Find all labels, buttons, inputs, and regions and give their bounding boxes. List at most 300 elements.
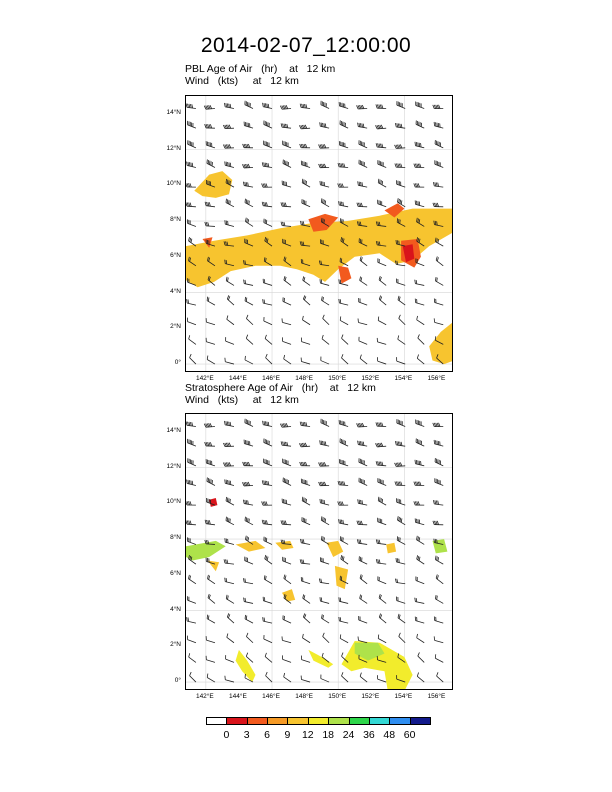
x-tick-label: 146°E [262,693,280,700]
y-tick-label: 0° [174,359,181,367]
wind-barb [320,181,329,187]
wind-barb [187,617,196,623]
colorbar-swatch [287,717,308,725]
wind-barb [190,354,196,364]
wind-barb [397,536,405,544]
x-tick-label: 154°E [394,693,413,700]
wind-barb [375,443,386,447]
wind-barb [245,557,253,564]
wind-barb [415,200,424,206]
wind-barb [339,141,348,148]
wind-barb [321,101,329,109]
wind-barb [437,672,444,682]
wind-barb [359,556,367,564]
wind-barb [414,183,424,187]
wind-barb [186,104,196,109]
wind-barb [283,459,291,466]
wind-barb [338,183,348,187]
wind-barb [244,598,253,604]
wind-barb [188,439,196,446]
wind-barb [378,576,386,583]
wind-barb [227,613,234,623]
wind-barb [414,482,424,486]
wind-barb [358,319,367,325]
wind-barb [321,198,329,206]
x-tick-label: 152°E [361,693,380,700]
wind-barb [264,141,272,148]
wind-barb [301,358,310,365]
wind-barb [283,557,291,564]
wind-barb [320,440,329,446]
wind-barb [379,614,386,624]
wind-barb [433,105,443,109]
wind-barb [321,614,329,623]
wind-barb [284,276,291,285]
wind-barb [435,140,443,148]
wind-barb [417,673,424,683]
wind-barb [360,277,367,286]
wind-barb [415,518,424,524]
wind-barb [282,499,291,505]
map-svg [186,96,453,372]
wind-barb [417,555,425,564]
wind-barb [379,276,386,285]
colorbar-swatch [308,717,329,725]
wind-barb [360,595,367,604]
y-tick-label: 12°N [166,144,181,152]
wind-barb [395,441,405,446]
wind-barb [207,674,215,683]
wind-barb [358,181,367,187]
wind-barb [303,295,310,305]
y-tick-label: 0° [174,677,181,685]
y-tick-label: 6°N [170,251,181,259]
wind-barb [359,478,367,486]
wind-barb [434,617,443,624]
y-tick-label: 12°N [166,462,181,470]
wind-barb [417,634,425,643]
wind-barb [227,633,234,642]
colorbar-swatch [410,717,431,725]
panel2-subtitle: Wind (kts) at 12 km [185,394,299,406]
colorbar-swatch [267,717,288,725]
wind-barb [243,500,253,505]
wind-barb [187,537,195,544]
wind-barb [190,672,196,682]
wind-barb [226,497,234,505]
wind-barb [187,480,196,486]
age-of-air-region-12hr [282,589,295,602]
wind-barb [360,574,367,583]
wind-barb [378,200,387,207]
wind-barb [339,420,348,426]
x-tick-label: 146°E [262,375,280,382]
wind-barb [360,673,367,682]
wind-barb [340,634,348,642]
wind-barb [435,478,443,485]
wind-barb [378,478,386,485]
wind-barb [319,462,330,466]
wind-barb [339,519,349,525]
wind-barb [319,482,329,486]
wind-barb [357,105,368,109]
wind-barb [416,101,425,108]
wind-barb [243,462,253,466]
wind-barb [283,615,291,623]
wind-barb [299,125,310,129]
wind-barb [300,422,310,427]
wind-barb [321,357,329,364]
wind-barb [205,202,215,207]
wind-barb [340,438,348,446]
wind-barb [435,277,443,285]
wind-barb [301,479,310,486]
colorbar-swatch [226,717,247,725]
wind-barb [284,673,291,682]
wind-barb [282,181,291,187]
wind-barb [395,144,406,148]
wind-barb [265,653,272,663]
map-svg [186,414,453,690]
wind-barb [226,595,234,604]
wind-barb [245,101,253,109]
wind-barb [245,419,253,427]
wind-barb [266,354,272,364]
wind-barb [339,299,348,305]
wind-barb [264,219,272,227]
wind-barb [341,555,348,564]
wind-barb [245,297,253,305]
x-tick-label: 156°E [427,693,446,700]
wind-barb [320,499,329,505]
wind-barb [242,482,253,486]
wind-barb [281,222,291,227]
wind-barb [301,577,310,584]
wind-barb [208,594,215,603]
colorbar-swatch [349,717,370,725]
wind-barb [378,357,387,364]
wind-barb [376,143,386,148]
wind-barb [281,123,291,128]
wind-barb [395,481,405,485]
colorbar-label: 18 [322,729,335,741]
wind-barb [338,481,348,485]
x-tick-label: 156°E [427,375,446,382]
wind-barb [282,318,291,324]
wind-barb [320,122,329,128]
wind-barb [415,598,424,604]
wind-barb [340,316,348,324]
y-tick-label: 8°N [170,534,181,542]
wind-barb [189,335,196,344]
y-tick-label: 4°N [170,287,181,295]
wind-barb [416,258,424,265]
wind-barb [433,203,443,207]
wind-barb [360,256,367,265]
wind-barb [245,218,253,227]
colorbar-label: 60 [403,729,416,741]
wind-barb [434,299,443,306]
colorbar-swatch [206,717,227,725]
wind-barb [262,162,272,167]
wind-barb [300,462,310,466]
wind-barb [205,124,215,128]
wind-barb [339,459,348,466]
wind-barb [376,422,386,426]
wind-barb [263,103,272,109]
y-tick-label: 10°N [166,498,181,506]
wind-barb [397,357,406,364]
wind-barb [188,458,196,466]
wind-barb [280,423,291,427]
y-tick-label: 2°N [170,323,181,331]
wind-barb [434,440,443,446]
wind-barb [206,318,215,325]
x-tick-label: 148°E [295,375,313,382]
wind-barb [283,160,291,168]
wind-barb [359,140,367,148]
x-tick-label: 152°E [361,375,380,382]
wind-barb [223,443,234,447]
wind-barb [283,655,292,662]
wind-barb [321,419,329,427]
wind-barb [396,558,405,564]
wind-barb [263,299,272,305]
wind-barb [188,140,196,148]
wind-barb [417,355,424,365]
wind-barb [357,203,367,207]
colorbar-swatch [389,717,410,725]
wind-barb [357,539,367,544]
wind-barb [242,164,253,168]
colorbar [206,717,430,725]
wind-barb [360,355,367,364]
colorbar-label: 9 [284,729,291,741]
wind-barb [376,461,386,466]
wind-barb [283,297,291,305]
wind-barb [207,159,215,167]
wind-barb [263,617,272,623]
wind-barb [322,335,329,344]
wind-barb [321,296,329,305]
colorbar-label: 6 [264,729,270,741]
wind-barb [375,125,386,129]
wind-barb [359,298,367,305]
wind-barb [397,498,406,505]
wind-barb [301,338,310,345]
wind-barb [416,419,425,426]
wind-barb [283,478,291,486]
wind-barb [243,144,253,148]
wind-barb [378,675,387,682]
x-tick-label: 144°E [229,375,247,382]
wind-barb [321,675,329,682]
wind-barb [223,144,234,148]
wind-barb [417,316,425,325]
wind-barb [301,161,310,168]
age-of-air-region-12hr [386,543,396,554]
wind-barb [397,279,406,286]
wind-barb [434,636,443,642]
wind-barb [245,356,253,364]
wind-barb [417,536,425,545]
wind-barb [245,199,253,207]
colorbar-swatch [328,717,349,725]
wind-barb [245,615,253,623]
wind-barb [301,539,311,545]
pbl-map-panel [185,95,453,372]
wind-barb [320,597,329,603]
wind-barb [338,163,348,167]
wind-barb [207,615,215,623]
wind-barb [226,337,234,344]
wind-barb [340,120,348,128]
wind-barb [435,160,443,167]
wind-barb [300,144,310,148]
wind-barb [225,578,234,584]
wind-barb [186,501,196,505]
wind-barb [224,103,234,109]
wind-barb [416,438,424,446]
wind-barb [243,182,253,187]
wind-barb [263,421,272,427]
wind-barb [300,559,310,564]
wind-barb [262,520,272,525]
wind-barb [302,497,310,505]
wind-barb [226,199,234,207]
age-of-air-region-18hr [236,650,256,682]
wind-barb [416,120,424,128]
wind-barb [416,576,424,583]
wind-barb [265,555,272,564]
y-tick-label: 4°N [170,605,181,613]
wind-barb [207,297,215,305]
wind-barb [433,500,443,505]
wind-barb [359,616,367,623]
wind-barb [342,354,349,364]
wind-barb [339,102,348,108]
wind-barb [395,462,406,466]
wind-barb [397,419,405,426]
panel2-title: Stratosphere Age of Air (hr) at 12 km [185,382,376,394]
wind-barb [397,180,406,187]
wind-barb [340,536,348,544]
wind-barb [301,656,310,663]
wind-barb [319,164,329,168]
wind-barb [262,480,272,485]
stratosphere-map-panel [185,413,453,690]
wind-barb [266,672,272,682]
wind-barb [189,653,196,662]
wind-barb [301,676,310,683]
wind-barb [376,539,386,544]
wind-barb [262,202,272,207]
wind-barb [378,160,386,167]
wind-barb [246,315,253,325]
y-tick-label: 10°N [166,180,181,188]
wind-barb [207,575,214,584]
wind-barb [378,317,386,325]
wind-barb [246,633,253,643]
wind-barb [378,179,386,187]
wind-barb [187,318,195,325]
wind-barb [358,441,368,447]
wind-barb [415,280,424,286]
x-tick-label: 142°E [195,693,214,700]
wind-barb [299,443,310,447]
wind-barb [376,104,386,108]
wind-barb [205,442,215,446]
wind-barb [206,459,215,466]
wind-barb [415,299,424,305]
colorbar-label: 3 [243,729,250,741]
wind-barb [434,318,443,324]
wind-barb [207,356,215,365]
wind-barb [378,635,386,643]
wind-barb [223,462,234,466]
wind-barb [418,334,424,344]
wind-barb [303,613,310,623]
wind-barb [225,358,234,364]
wind-barb [359,160,367,168]
colorbar-swatch [247,717,268,725]
wind-barb [358,499,367,505]
wind-barb [264,317,272,325]
wind-barb [206,656,215,663]
wind-barb [435,556,443,564]
wind-barb [225,676,234,682]
wind-barb [300,104,310,109]
wind-barb [225,161,234,167]
wind-barb [206,338,215,345]
wind-barb [342,335,349,345]
wind-barb [303,594,310,603]
wind-barb [319,144,330,148]
wind-barb [264,459,272,466]
wind-barb [187,299,196,305]
wind-barb [436,256,443,265]
wind-barb [320,557,329,564]
wind-barb [264,575,272,584]
wind-barb [207,477,215,485]
wind-barb [244,280,253,286]
y-tick-label: 14°N [166,108,181,116]
wind-barb [377,338,386,344]
wind-barb [339,597,348,603]
wind-barb [338,501,348,505]
y-tick-label: 14°N [166,426,181,434]
colorbar-label: 48 [383,729,396,741]
wind-barb [284,355,291,364]
wind-barb [264,537,272,545]
wind-barb [397,101,405,108]
wind-barb [398,516,406,525]
wind-barb [395,123,405,128]
wind-barb [283,141,291,148]
wind-barb [323,633,329,643]
colorbar-label: 24 [342,729,355,741]
colorbar-swatch [369,717,390,725]
wind-barb [284,575,291,584]
main-title: 2014-02-07_12:00:00 [200,34,412,57]
wind-barb [379,296,386,306]
age-of-air-region-18hr [308,650,333,668]
wind-barb [186,520,196,524]
wind-barb [418,652,424,662]
wind-barb [188,575,195,584]
wind-barb [245,517,253,525]
wind-barb [379,594,386,603]
